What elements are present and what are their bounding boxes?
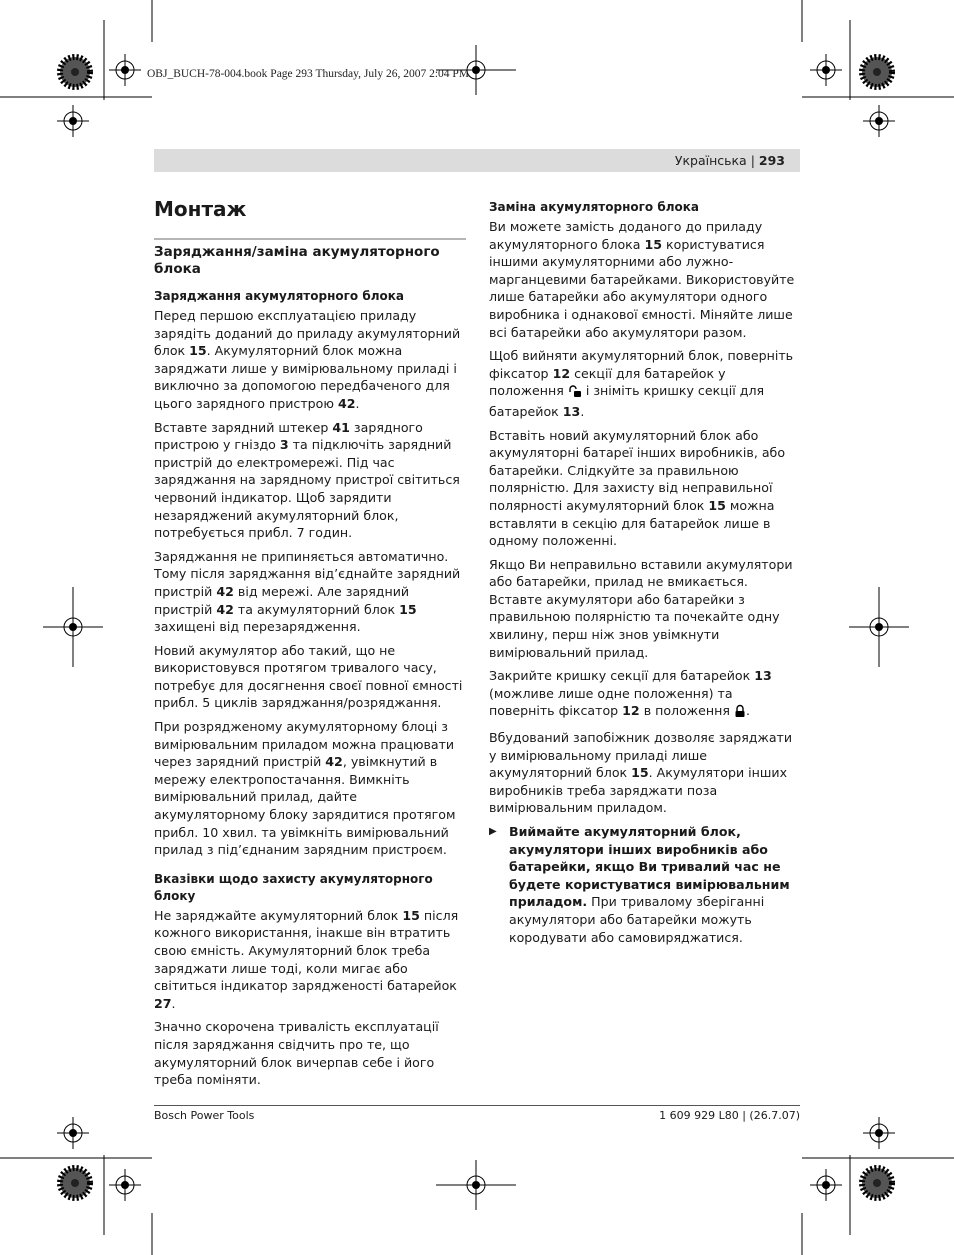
paragraph: Новий акумулятор або такий, що не використовувся протягом тривалого часу, потребує для досягнення своєї повної ємності прибл. 5 циклів заряджання/розряджання. — [154, 642, 463, 711]
subsection-heading-charging: Заряджання акумуляторного блока — [154, 289, 404, 303]
lock-icon — [734, 704, 746, 723]
section-heading: Заряджання/заміна акумуляторного блока — [154, 244, 440, 277]
paragraph: Вставіть новий акумуляторний блок або акумуляторні батареї інших виробників, або батарейки. Слідкуйте за правильною полярністю. Для захисту від неправильної полярності акумуляторний блок 15 можна вставляти в секцію для батарейок лише в одному положенні. — [489, 427, 786, 549]
page-header — [154, 149, 800, 172]
footer-brand: Bosch Power Tools — [154, 1109, 255, 1122]
paragraph: Вбудований запобіжник дозволяє заряджати у вимірювальному приладі лише акумуляторний блок 15. Акумулятори інших виробників треба заряджати поза вимірювальним приладом. — [489, 730, 793, 816]
paragraph: Закрийте кришку секції для батарейок 13 (можливе лише одне положення) та поверніть фіксатор 12 в положення . — [489, 667, 801, 723]
paragraph: Значно скорочена тривалість експлуатації після заряджання свідчить про те, що акумуляторний блок вичерпав себе і його треба поміняти. — [154, 1019, 439, 1088]
subsection-heading-protection: Вказівки щодо захисту акумуляторного блоку — [154, 871, 433, 903]
header-separator: | — [750, 153, 755, 168]
paragraph: Якщо Ви неправильно вставили акумулятори або батарейки, прилад не вмикається. Вставте акумулятори або батарейки з правильною полярністю та почекайте одну хвилину, перш ніж знов увімкнути вимірювальний прилад. — [489, 556, 793, 660]
paragraph: Вставте зарядний штекер 41 зарядного пристрою у гніздо 3 та підключіть зарядний пристрій до електромережі. Під час заряджання на зарядному пристрої світиться червоний індикатор. Щоб зарядити незаряджений акумуляторний блок, потребується прибл. 7 годин. — [154, 419, 460, 541]
paragraph: Ви можете замість доданого до приладу акумуляторного блока 15 користуватися іншими акумуляторними або лужно-марганцевими батарейками. Використовуйте лише батарейки або акумулятори одного виробника і однакової ємності. Міняйте лише всі батарейки або акумулятори разом. — [489, 219, 795, 340]
paragraph: Заряджання не припиняється автоматично. Тому після заряджання від’єднайте зарядний пристрій 42 від мережі. Але зарядний пристрій 42 та акумуляторний блок 15 захищені від перезарядження. — [154, 548, 461, 635]
page-title: Монтаж — [154, 197, 247, 221]
bullet-triangle-icon: ▶ — [489, 826, 497, 837]
paragraph: Не заряджайте акумуляторний блок 15 після кожного використання, інакше він втратить свою ємність. Акумуляторний блок треба заряджати лише тоді, коли мигає або світиться індикатор зарядженості батарейок 27. — [154, 907, 459, 1011]
paragraph: Щоб вийняти акумуляторний блок, поверніть фіксатор 12 секції для батарейок у положення і зніміть кришку секції для батарейок 13. — [489, 348, 794, 419]
right-column — [489, 199, 801, 952]
page-number: 293 — [758, 153, 785, 168]
unlock-icon — [568, 384, 582, 403]
left-column — [154, 196, 466, 1095]
file-info: OBJ_BUCH-78-004.book Page 293 Thursday, July 26, 2007 2:04 PM — [147, 68, 470, 80]
warning-bullet: ▶ Виймайте акумуляторний блок, акумулятори інших виробників або батарейки, якщо Ви тривалий час не будете користуватися вимірювальним приладом. При тривалому зберіганні акумулятори або батарейки можуть кородувати або самовиряджатися. — [489, 824, 790, 945]
footer-doc-number: 1 609 929 L80 | (26.7.07) — [659, 1109, 800, 1122]
header-section: Українська — [674, 153, 747, 168]
paragraph: При розрядженому акумуляторному блоці з вимірювальним приладом можна працювати через зарядний пристрій 42, увімкнутий в мережу електропостачання. Вимкніть вимірювальний прилад, дайте акумуляторному блоку зарядитися протягом прибл. 10 хвил. та увімкніть вимірювальний прилад з під’єднаним зарядним пристроєм. — [154, 719, 456, 858]
section-divider — [154, 238, 466, 240]
header-text — [675, 153, 785, 168]
paragraph: Перед першою експлуатацією приладу зарядіть доданий до приладу акумуляторний блок 15. Акумуляторний блок можна заряджати лише у вимірювальному приладі і виключно за допомогою передбаченого для цього зарядного пристрою 42. — [154, 308, 461, 411]
footer-divider — [154, 1105, 800, 1106]
subsection-heading-replacement: Заміна акумуляторного блока — [489, 200, 699, 214]
